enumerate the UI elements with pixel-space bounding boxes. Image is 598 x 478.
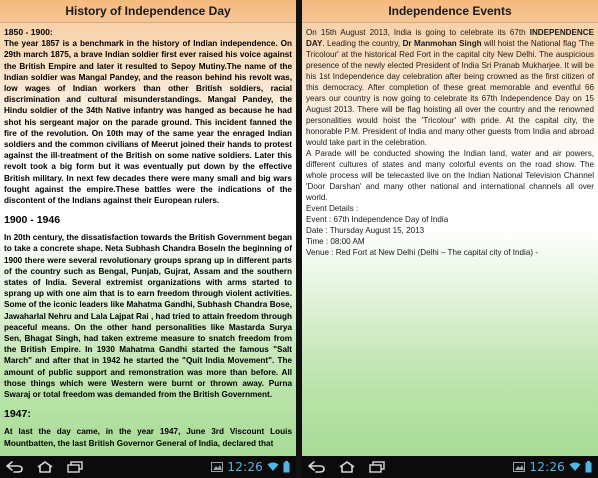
home-icon bbox=[338, 461, 356, 473]
section-heading: 1850 - 1900: bbox=[4, 27, 53, 37]
section-1947 bbox=[4, 408, 292, 448]
pm-name: Dr Manmohan Singh bbox=[402, 39, 482, 48]
event-line: Event : 67th Independence Day of India bbox=[306, 215, 449, 224]
status-area bbox=[513, 460, 598, 474]
wifi-icon bbox=[569, 462, 581, 472]
recent-apps-button[interactable] bbox=[60, 456, 90, 478]
recent-apps-icon bbox=[66, 461, 84, 473]
system-navbar bbox=[302, 456, 598, 478]
section-heading: 1900 - 1946 bbox=[4, 214, 61, 227]
intro-paragraph bbox=[306, 27, 594, 148]
left-screen bbox=[0, 0, 296, 478]
section-heading: 1947: bbox=[4, 408, 31, 421]
clock: 12:26 bbox=[227, 460, 263, 474]
battery-icon bbox=[283, 461, 290, 473]
status-area bbox=[211, 460, 296, 474]
back-arrow-icon bbox=[308, 461, 326, 473]
system-navbar bbox=[0, 456, 296, 478]
page-title: Independence Events bbox=[302, 0, 598, 23]
recent-apps-button[interactable] bbox=[362, 456, 392, 478]
date-line: Date : Thursday August 15, 2013 bbox=[306, 226, 425, 235]
intro-text: . Leading the country, bbox=[322, 39, 401, 48]
event-details-label: Event Details : bbox=[306, 204, 359, 213]
venue-line: Venue : Red Fort at New Delhi (Delhi – The capital city of India) - bbox=[306, 248, 538, 257]
history-content[interactable] bbox=[0, 23, 296, 449]
parade-paragraph: A Parade will be conducted showing the Indian land, water and air powers, different cultures of states and many colorful events on the road show. The whole process will be telecasted live on the Indian National Television Channel 'Door Darshan' and many other national and international channels all over world. bbox=[306, 149, 594, 202]
section-1900-1946 bbox=[4, 214, 292, 400]
section-paragraph: In 20th century, the dissatisfaction towards the British Government began to take a concrete shape. Neta Subhash Chandra Boseln the beginning of 1900 there were several revolutionary groups sprang up in different parts of the country such as Bengal, Punjab, Gujrat, Assam and the southern states of India. Several extremist organizations with arms started to sprang up with one aim that is to earn freedom through violent activities. Some of the iconic leaders like Mahatma Gandhi, Subhash Chandra Bose, Jawaharlal Nehru and Lala Lajpat Rai , had tried to attain freedom through peaceful means. On the other hand personalities like Mastarda Surya Sen, Bhagat Singh, had taken extreme measure to snatch freedom from the British Empire. In 1930 Mahatma Gandhi started the famous "Salt March" and after that in 1942 he started the "Quit India Movement". The amount of public support and remonstration was more than before. All those things which were Western were burnt or thrown away. Purna Swaraj or total freedom was demanded from the British Government. bbox=[4, 233, 292, 400]
intro-highlight: INDEPENDENCE DAY bbox=[306, 28, 595, 48]
home-icon bbox=[36, 461, 54, 473]
page-title: History of Independence Day bbox=[0, 0, 296, 23]
events-page bbox=[302, 0, 598, 456]
section-paragraph: The year 1857 is a benchmark in the history of Indian independence. On 29th march 1875, a brave Indian soldier first ever raised his voice against the British Empire and later it resulted to Sepoy Mutiny.The name of the Indian soldier was Mangal Pandey, and the reason behind his revolt was, low wages of Indian workers than other British soldiers, racial discrimination and cultural misunderstandings. Mangal Pandey, the Hindu soldier of the 34th Native infantry was hanged as because he had shot his sergeant major on the parade ground. This incident fanned the fire of the revolution. On 10th may of the same year the enraged Indian soldiers and the common civilians of Meerut joined their hands to protest against the ill-treatment of the British on some native soldiers. Later this revolt took a big form but it was eventually put down by the effective British military. In next few decades there were many small and big wars fought against the empire.These battles were the indications of the discontent of the Indians against their European rulers. bbox=[4, 39, 292, 206]
photo-icon bbox=[513, 462, 525, 472]
section-paragraph: At last the day came, in the year 1947, June 3rd Viscount Louis Mountbatten, the last British Governor General of India, declared that bbox=[4, 427, 292, 448]
wifi-icon bbox=[267, 462, 279, 472]
home-button[interactable] bbox=[332, 456, 362, 478]
section-1850-1900 bbox=[4, 27, 292, 206]
right-screen bbox=[302, 0, 598, 478]
recent-apps-icon bbox=[368, 461, 386, 473]
intro-text: will hoist the National flag 'The Tricolour' at the historical Red Fort in the capital city New Delhi. The auspicious presence of the newly elected President of India Sri Pranab Mukharjee. It will be his 1st Independence day celebration after being crowned as the first citizen of this democracy. After completion of these great memorable and eventful 66 years our country is now going to celebrate its 67th Independence Day on 15 August 2013. There will be flag hoisting all over the country and the renowned personalities would hoist the 'Tricolour' with pride. At the capital city, the honorable P.M. President of India and many other guests from India and abroad would take part in the celebration. bbox=[306, 39, 594, 147]
events-content[interactable] bbox=[302, 23, 598, 258]
intro-text: On 15th August 2013, India is going to celebrate its 67th bbox=[306, 28, 526, 37]
back-button[interactable] bbox=[0, 456, 30, 478]
clock: 12:26 bbox=[529, 460, 565, 474]
back-arrow-icon bbox=[6, 461, 24, 473]
back-button[interactable] bbox=[302, 456, 332, 478]
home-button[interactable] bbox=[30, 456, 60, 478]
time-line: Time : 08:00 AM bbox=[306, 237, 365, 246]
battery-icon bbox=[585, 461, 592, 473]
history-page bbox=[0, 0, 296, 456]
photo-icon bbox=[211, 462, 223, 472]
